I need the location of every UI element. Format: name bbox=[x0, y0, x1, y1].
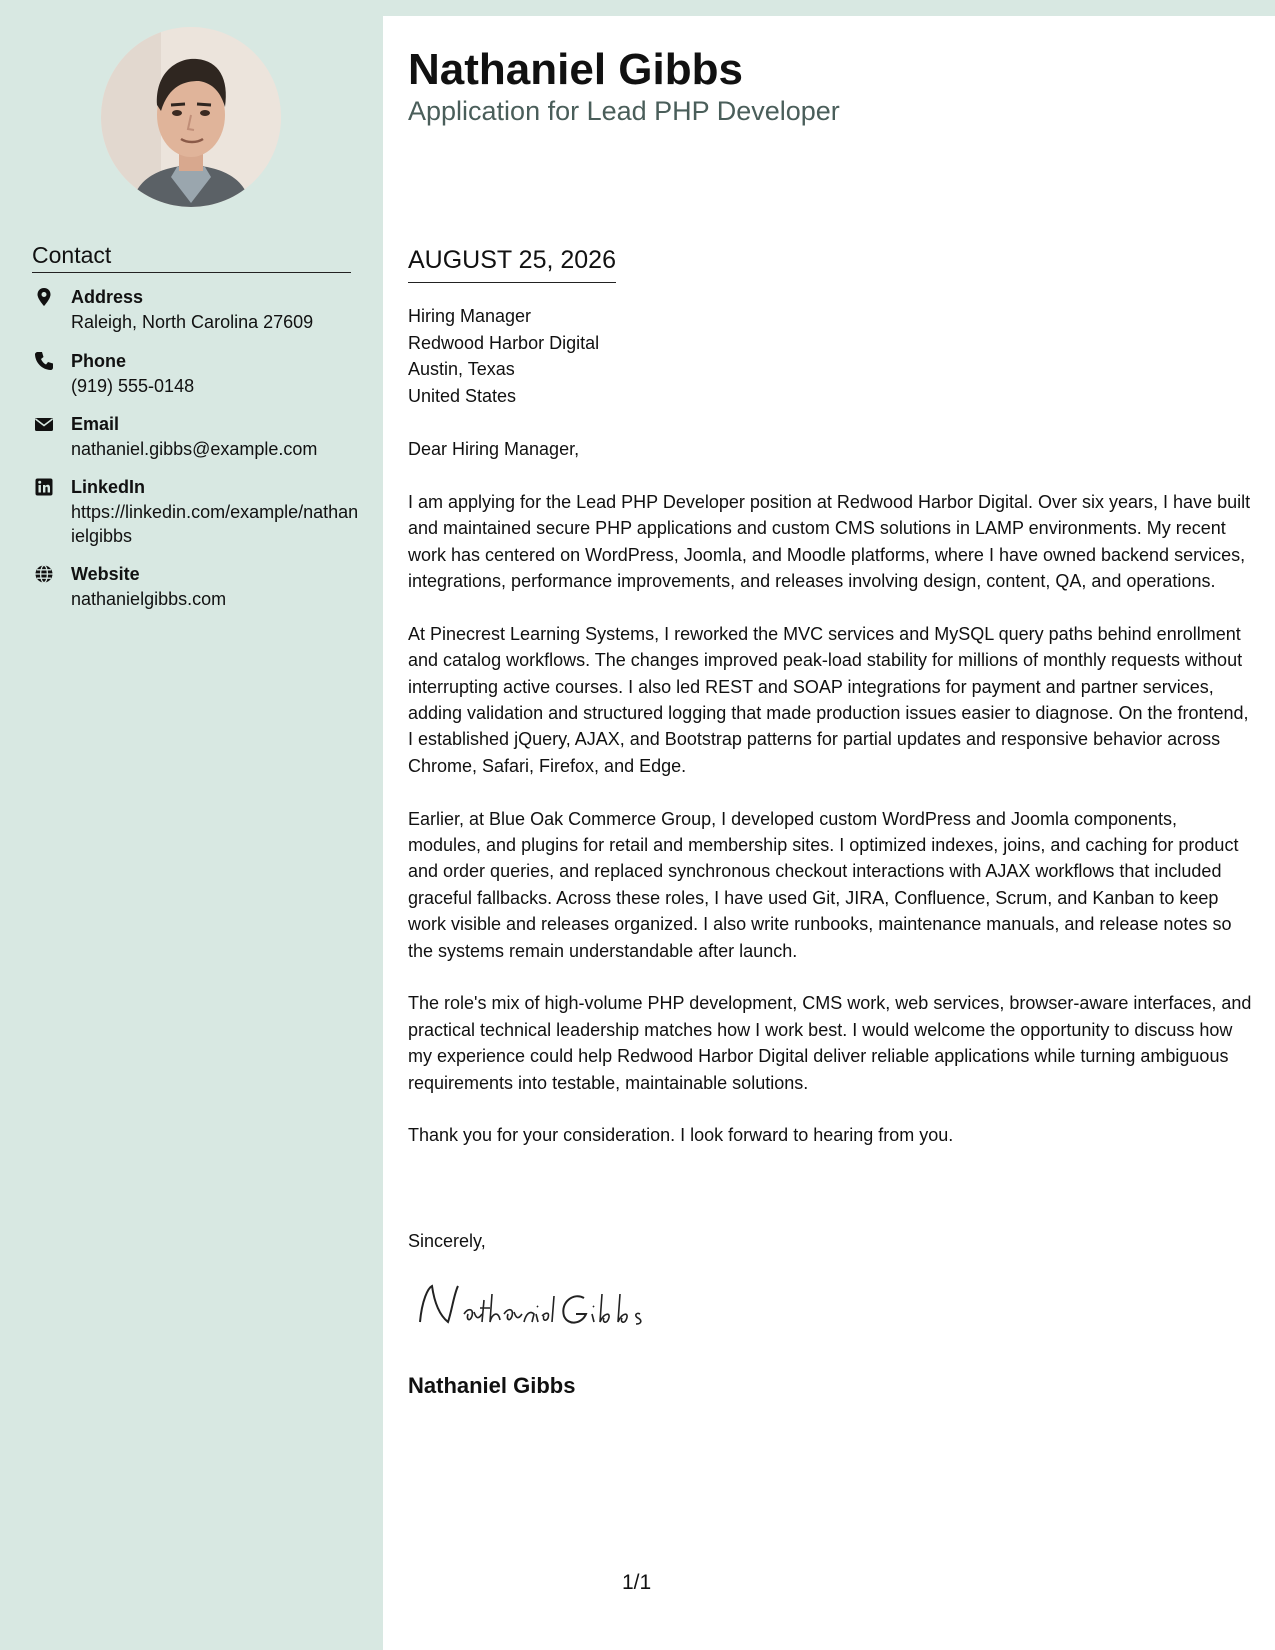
contact-heading: Contact bbox=[32, 240, 351, 273]
linkedin-icon bbox=[34, 477, 54, 497]
salutation: Dear Hiring Manager, bbox=[408, 439, 580, 459]
recipient-line: United States bbox=[408, 385, 517, 406]
signature-graphic bbox=[408, 1270, 668, 1340]
email-label: Email bbox=[71, 414, 120, 434]
portrait-illustration bbox=[101, 27, 281, 207]
email-value[interactable]: nathaniel.gibbs@example.com bbox=[71, 439, 318, 459]
envelope-icon bbox=[34, 414, 54, 434]
recipient-block bbox=[408, 303, 599, 409]
profile-photo bbox=[101, 27, 281, 207]
linkedin-label: LinkedIn bbox=[71, 477, 146, 497]
letter-paragraph: At Pinecrest Learning Systems, I reworked the MVC services and MySQL query paths behind enrollment and catalog workflows. The changes improved peak-load stability for millions of monthly requests without interrupting active courses. I also led REST and SOAP integrations for payment and partner services, adding validation and structured logging that made production issues easier to diagnose. On the frontend, I established jQuery, AJAX, and Bootstrap patterns for partial updates and responsive behavior across Chrome, Safari, Firefox, and Edge. bbox=[408, 623, 1249, 776]
page-number: 1/1 bbox=[622, 1571, 652, 1594]
map-pin-icon bbox=[34, 287, 54, 307]
phone-icon bbox=[34, 351, 54, 371]
recipient-line: Hiring Manager bbox=[408, 306, 532, 326]
recipient-line: Austin, Texas bbox=[408, 359, 515, 379]
website-value[interactable]: nathanielgibbs.com bbox=[71, 589, 227, 609]
address-label: Address bbox=[71, 287, 144, 307]
letter-paragraph: Earlier, at Blue Oak Commerce Group, I developed custom WordPress and Joomla components, modules, and plugins for retail and membership sites. I optimized indexes, joins, and caching for product and order queries, and replaced synchronous checkout interactions with AJAX workflows that included graceful fallbacks. Across these roles, I have used Git, JIRA, Confluence, Scrum, and Kanban to keep work visible and releases organized. I also write runbooks, maintenance manuals, and release notes so the systems remain understandable after launch. bbox=[408, 808, 1239, 961]
application-subtitle: Application for Lead PHP Developer bbox=[408, 96, 840, 126]
website-label: Website bbox=[71, 564, 140, 584]
phone-value: (919) 555-0148 bbox=[71, 376, 195, 396]
recipient-line: Redwood Harbor Digital bbox=[408, 332, 600, 353]
signed-name: Nathaniel Gibbs bbox=[408, 1373, 576, 1398]
letter-date: AUGUST 25, 2026 bbox=[408, 244, 616, 283]
letter-paragraph: Thank you for your consideration. I look forward to hearing from you. bbox=[408, 1125, 954, 1146]
letter-paragraph: The role's mix of high-volume PHP development, CMS work, web services, browser-aware interfaces, and practical technical leadership matches how I work best. I would welcome the opportunity to discuss how my experience could help Redwood Harbor Digital deliver reliable applications while turning ambiguous requirements into testable, maintainable solutions. bbox=[408, 993, 1252, 1093]
address-value: Raleigh, North Carolina 27609 bbox=[71, 312, 314, 332]
applicant-name: Nathaniel Gibbs bbox=[408, 45, 743, 94]
linkedin-value[interactable]: https://linkedin.com/example/nathanielgibbs bbox=[71, 502, 359, 546]
signature bbox=[408, 1270, 668, 1340]
letter-body bbox=[408, 436, 1253, 1175]
closing: Sincerely, bbox=[408, 1231, 486, 1251]
globe-icon bbox=[34, 564, 54, 584]
phone-label: Phone bbox=[71, 351, 127, 371]
letter-paragraph: I am applying for the Lead PHP Developer position at Redwood Harbor Digital. Over six years, I have built and maintained secure PHP applications and custom CMS solutions in LAMP environments. My recent work has centered on WordPress, Joomla, and Moodle platforms, where I have owned backend services, integrations, performance improvements, and releases involving design, content, QA, and operations. bbox=[408, 491, 1251, 592]
